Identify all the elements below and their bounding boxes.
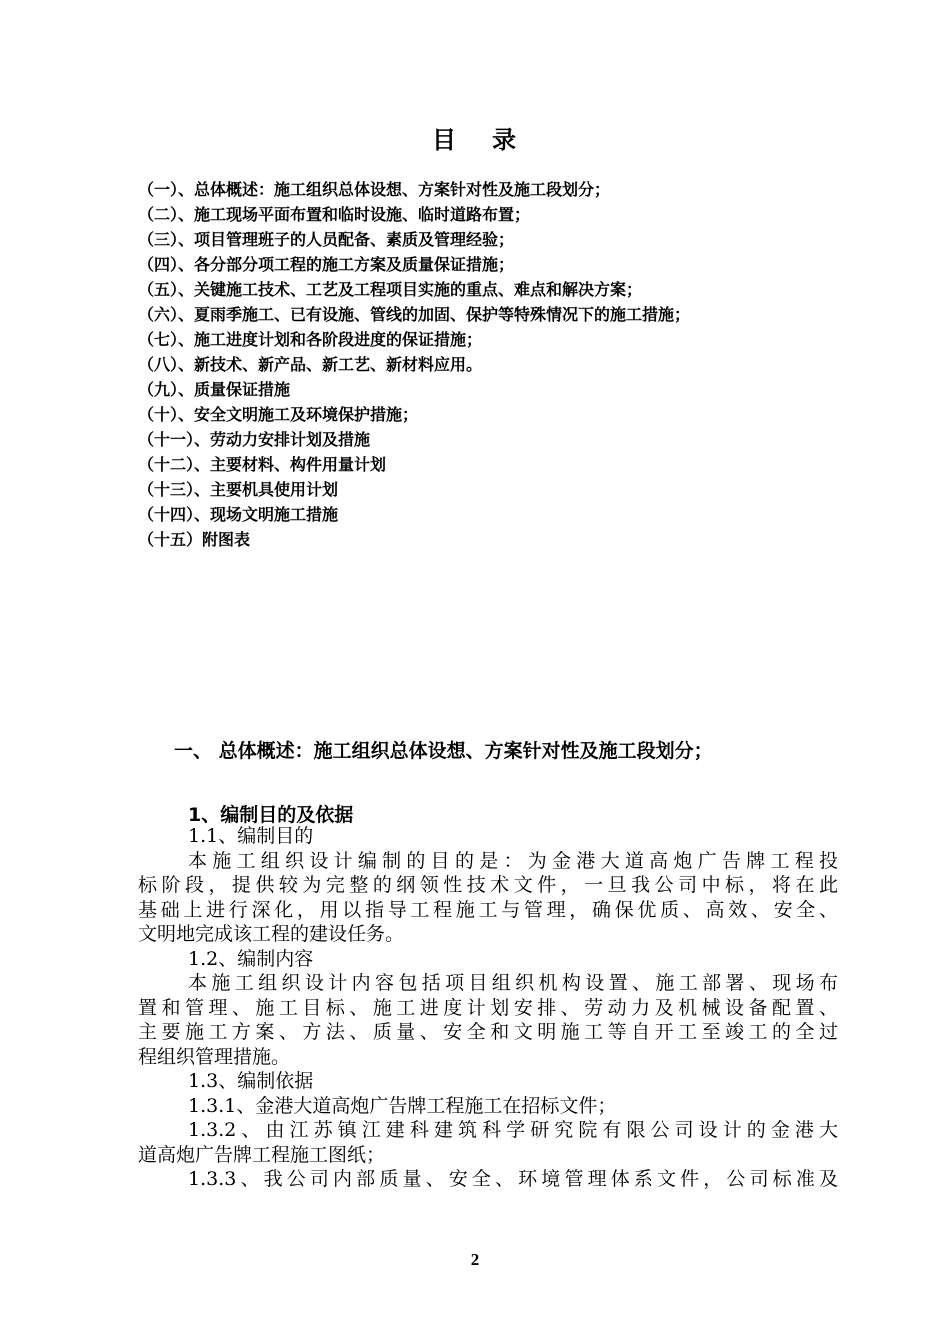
section-heading: 一、 总体概述：施工组织总体设想、方案针对性及施工段划分；: [174, 740, 713, 762]
toc-item: （四）、各分部分项工程的施工方案及质量保证措施；: [138, 255, 515, 274]
toc-item: （十五）附图表: [138, 530, 251, 549]
toc-item: （五）、关键施工技术、工艺及工程项目实施的重点、难点和解决方案；: [138, 280, 643, 299]
toc-item: （九）、质量保证措施: [138, 380, 291, 399]
paragraph-line: 1.3.2、由江苏镇江建科建筑科学研究院有限公司设计的金港大: [188, 1119, 838, 1141]
toc-list: [138, 177, 838, 552]
paragraph-line: 程组织管理措施。: [138, 1045, 291, 1068]
paragraph-line: 文明地完成该工程的建设任务。: [138, 923, 405, 945]
toc-title: [0, 120, 950, 155]
clause-heading: 1.2、编制内容: [188, 947, 314, 970]
clause-heading: 1.1、编制目的: [188, 825, 314, 847]
toc-item: （六）、夏雨季施工、已有设施、管线的加固、保护等特殊情况下的施工措施；: [138, 305, 691, 324]
toc-item: （十）、安全文明施工及环境保护措施；: [138, 405, 419, 424]
toc-item: （十二）、主要材料、构件用量计划: [138, 455, 387, 474]
clause-heading: 1.3、编制依据: [188, 1070, 314, 1092]
subsection-heading: 1、编制目的及依据: [188, 804, 354, 826]
paragraph-line: 主要施工方案、方法、质量、安全和文明施工等自开工至竣工的全过: [138, 1021, 838, 1043]
page-number: 2: [470, 1250, 480, 1269]
paragraph-line: 本施工组织设计编制的目的是：为金港大道高炮广告牌工程投: [188, 849, 838, 872]
paragraph-line: 标阶段，提供较为完整的纲领性技术文件，一旦我公司中标，将在此: [138, 874, 838, 896]
toc-item: （十三）、主要机具使用计划: [138, 480, 339, 499]
paragraph-line: 道高炮广告牌工程施工图纸；: [138, 1143, 386, 1166]
toc-title-right: 录: [492, 126, 518, 154]
toc-item: （十一）、劳动力安排计划及措施: [138, 430, 371, 449]
body-text: [138, 824, 838, 1192]
toc-title-left: 目: [432, 126, 458, 154]
toc-item: （二）、施工现场平面布置和临时设施、临时道路布置；: [138, 205, 531, 224]
toc-item: （一）、总体概述：施工组织总体设想、方案针对性及施工段划分；: [138, 180, 611, 199]
paragraph-line: 1.3.1、金港大道高炮广告牌工程施工在招标文件；: [188, 1094, 617, 1117]
toc-item: （三）、项目管理班子的人员配备、素质及管理经验；: [138, 230, 515, 249]
toc-item: （八）、新技术、新产品、新工艺、新材料应用。: [138, 355, 483, 374]
toc-item: （七）、施工进度计划和各阶段进度的保证措施；: [138, 330, 483, 349]
paragraph-line: 1.3.3、我公司内部质量、安全、环境管理体系文件，公司标准及: [188, 1168, 838, 1190]
paragraph-line: 置和管理、施工目标、施工进度计划安排、劳动力及机械设备配置、: [138, 996, 838, 1019]
toc-item: （十四）、现场文明施工措施: [138, 505, 339, 524]
paragraph-line: 基础上进行深化，用以指导工程施工与管理，确保优质、高效、安全、: [138, 898, 838, 921]
paragraph-line: 本施工组织设计内容包括项目组织机构设置、施工部署、现场布: [188, 972, 838, 994]
